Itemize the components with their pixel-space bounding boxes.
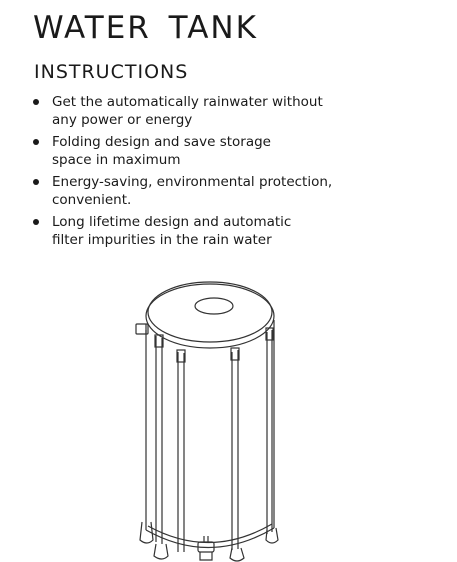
list-item-text: Energy-saving, environmental protection, convenient.: [52, 174, 333, 208]
bullet-icon: [33, 219, 39, 225]
page-title: WATER TANK: [33, 10, 258, 46]
tank-lid: [146, 284, 274, 348]
section-heading: INSTRUCTIONS: [34, 61, 189, 83]
water-tank-illustration: [120, 260, 300, 562]
list-item: [33, 173, 453, 209]
bullet-icon: [33, 179, 39, 185]
list-item-text: Folding design and save storage space in maximum: [52, 134, 271, 168]
bullet-icon: [33, 99, 39, 105]
list-item-text: Long lifetime design and automatic filter impurities in the rain water: [52, 214, 292, 248]
list-item: [33, 93, 453, 129]
tank-bottom: [146, 528, 274, 548]
tank-foot: [230, 548, 244, 561]
tank-foot: [154, 544, 168, 559]
tank-inlet-opening: [195, 298, 233, 314]
bullet-icon: [33, 139, 39, 145]
list-item: [33, 133, 453, 169]
list-item-text: Get the automatically rainwater without any power or energy: [52, 94, 323, 128]
list-item: [33, 213, 453, 249]
tank-lid-inner: [148, 282, 272, 342]
instruction-list: [33, 93, 453, 253]
